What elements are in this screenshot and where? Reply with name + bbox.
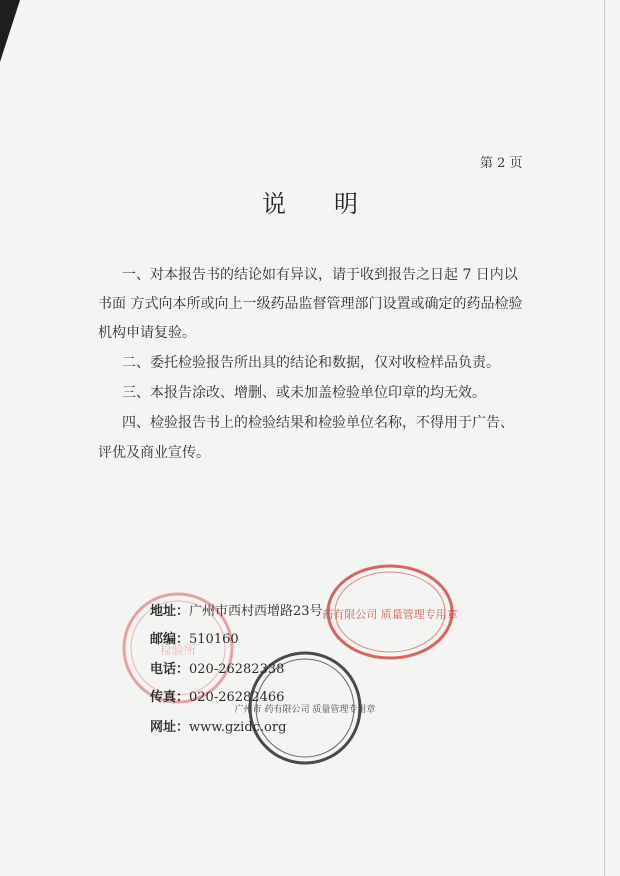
fax-value: 020-26282466 xyxy=(189,690,285,705)
red-seal-left-text: 检验所 xyxy=(159,643,197,657)
website-label: 网址： xyxy=(150,720,190,735)
website-value: www.gzidc.org xyxy=(189,720,287,735)
document-title: 说明 xyxy=(262,190,406,218)
contact-address xyxy=(150,600,323,619)
fax-label: 传真： xyxy=(150,690,190,705)
contact-phone xyxy=(150,658,284,677)
contact-fax xyxy=(150,686,284,705)
phone-value: 020-26282338 xyxy=(189,662,285,677)
paragraph-1-line-1: 一、对本报告书的结论如有异议，请于收到报告之日起 7 日内以 xyxy=(122,267,518,283)
paragraph-4-line-2: 评优及商业宣传。 xyxy=(98,445,210,461)
address-value: 广州市西村西增路23号 xyxy=(189,604,323,619)
phone-label: 电话： xyxy=(150,662,190,677)
paragraph-1-line-3: 机构申请复验。 xyxy=(98,325,196,341)
black-seal-text: 广州市 药有限公司 质量管理专用章 xyxy=(234,705,376,715)
page-edge-line xyxy=(604,0,605,876)
contact-postcode xyxy=(150,628,239,647)
paragraph-1-line-2: 书面 方式向本所或向上一级药品监督管理部门设置或确定的药品检验 xyxy=(98,296,523,312)
postcode-label: 邮编： xyxy=(150,632,190,647)
paragraph-2: 二、委托检验报告所出具的结论和数据，仅对收检样品负责。 xyxy=(122,355,500,371)
page-number: 第 2 页 xyxy=(480,156,523,171)
contact-website xyxy=(150,716,286,735)
paragraph-4-line-1: 四、检验报告书上的检验结果和检验单位名称，不得用于广告、 xyxy=(122,415,514,431)
scan-corner-shadow xyxy=(0,0,20,62)
red-seal-right-text: 药有限公司 质量管理专用章 xyxy=(322,608,458,621)
paragraph-3: 三、本报告涂改、增删、或未加盖检验单位印章的均无效。 xyxy=(122,385,486,401)
address-label: 地址： xyxy=(150,604,190,619)
postcode-value: 510160 xyxy=(189,632,239,647)
